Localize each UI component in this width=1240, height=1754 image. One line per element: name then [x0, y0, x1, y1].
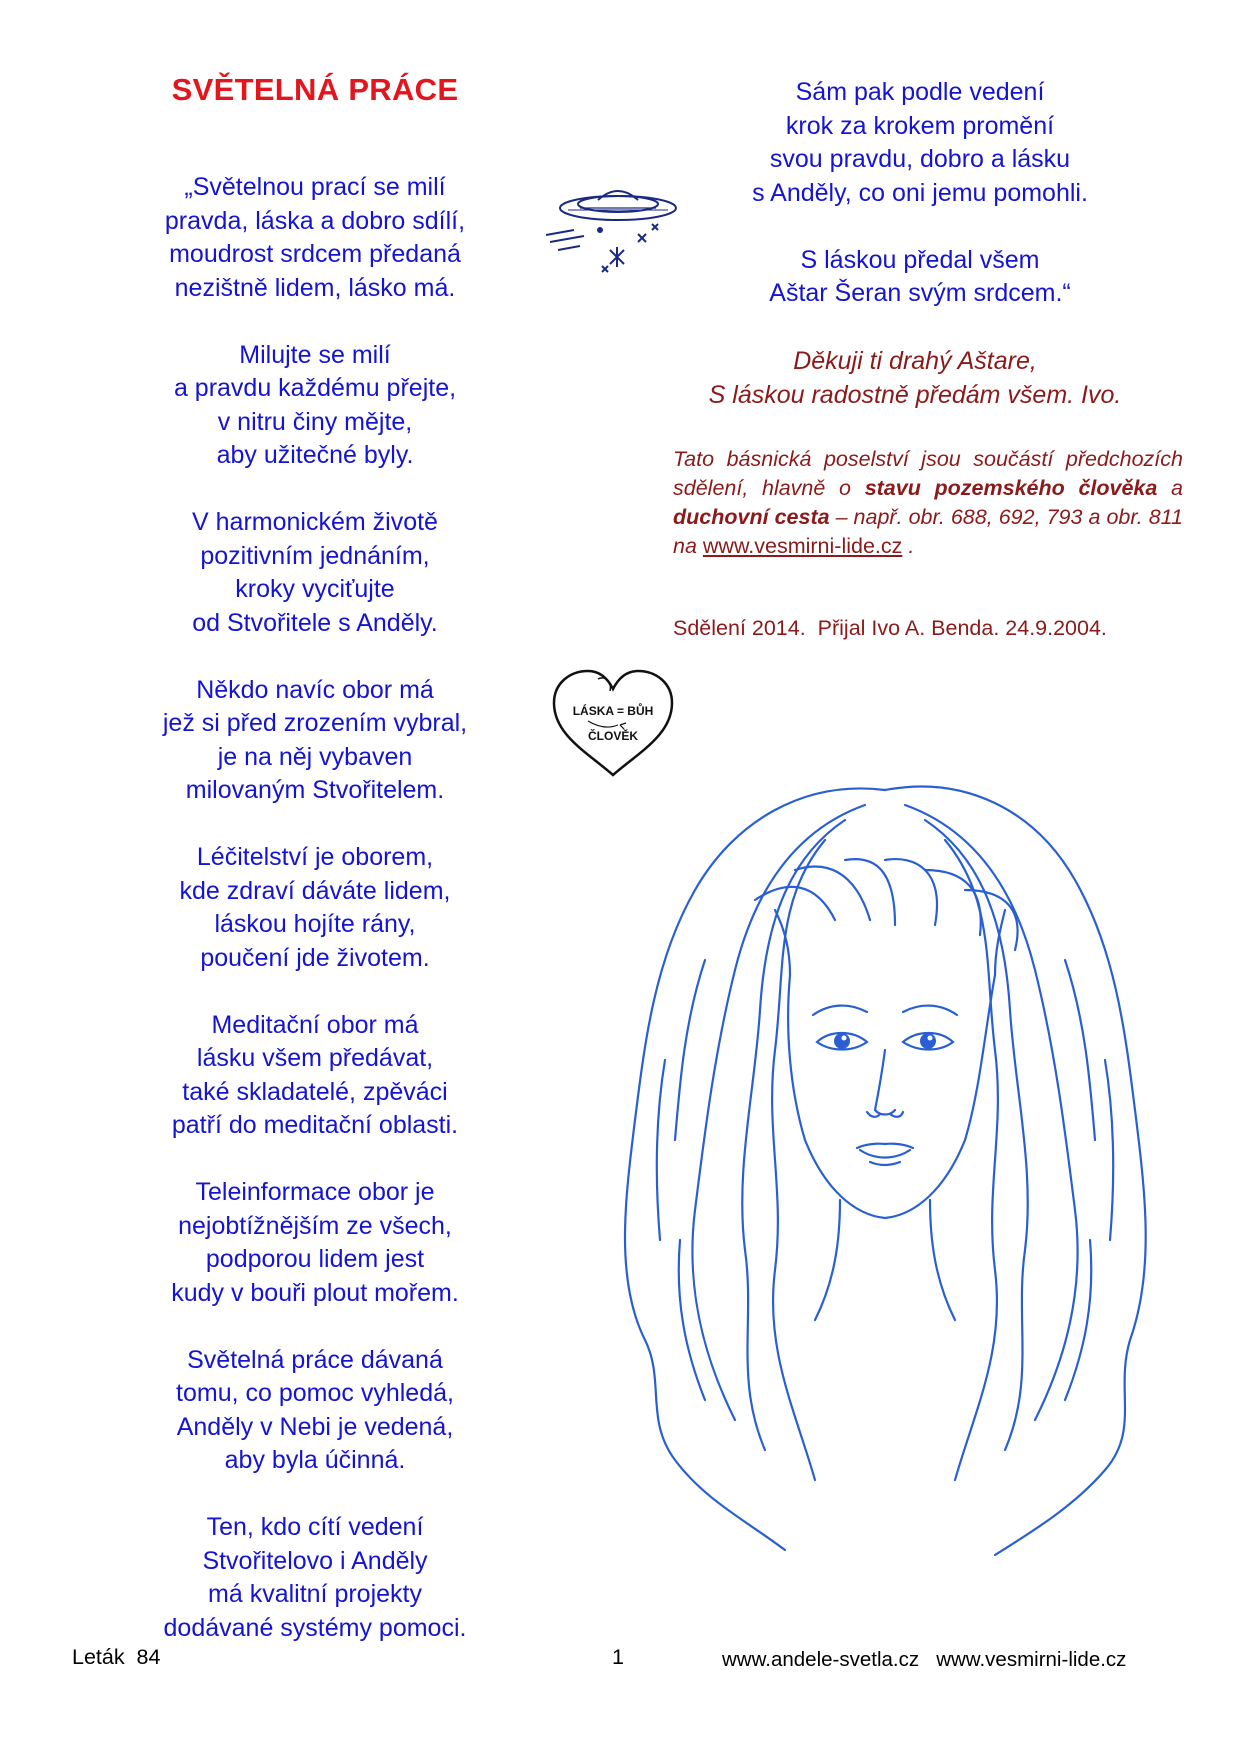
verse-line: v nitru činy mějte,: [217, 407, 413, 436]
thanks-line: S láskou radostně předám všem. Ivo.: [708, 380, 1122, 409]
verse-line: Milujte se milí: [239, 340, 391, 369]
verse-line: kroky vyciťujte: [235, 575, 395, 603]
verse-line: pravda, láska a dobro sdílí,: [164, 206, 466, 235]
verse-line: Stvořitelovo i Anděly: [202, 1546, 428, 1575]
verse-line: Anděly v Nebi je vedená,: [176, 1412, 454, 1441]
source-note: [673, 445, 1183, 561]
stanza: [120, 841, 510, 975]
verse-line: Léčitelství je oborem,: [196, 843, 434, 871]
page-number: 1: [612, 1645, 624, 1669]
stanza: [120, 1009, 510, 1143]
stanza: [120, 1344, 510, 1478]
leaflet-number: Leták 84: [72, 1645, 161, 1669]
verse-line: moudrost srdcem předaná: [169, 240, 461, 268]
stanza: [120, 1511, 510, 1645]
verse-line: nezištně lidem, lásko má.: [174, 273, 456, 302]
verse-line: S láskou předal všem: [800, 245, 1040, 274]
verse-line: a pravdu každému přejte,: [173, 374, 457, 402]
verse-line: Aštar Šeran svým srdcem.“: [769, 279, 1071, 307]
thanks-line: Děkuji ti drahý Aštare,: [793, 347, 1037, 375]
verse-line: aby užitečné byly.: [216, 441, 414, 469]
heart-logo-text: LÁSKA = BŮH: [572, 704, 654, 718]
verse-line: Teleinformace obor je: [195, 1178, 435, 1206]
verse-line: lásku všem předávat,: [196, 1044, 434, 1072]
verse-line: jež si před zrozením vybral,: [162, 709, 468, 737]
verse-line: nejobtížnějším ze všech,: [178, 1211, 452, 1240]
verse-line: podporou lidem jest: [205, 1245, 425, 1273]
poem-left-column: [120, 171, 510, 1679]
heart-logo-text: ČLOVĚK: [587, 729, 639, 743]
verse-line: aby byla účinná.: [224, 1446, 406, 1474]
verse-line: také skladatelé, zpěváci: [182, 1077, 448, 1106]
stanza: [680, 244, 1160, 311]
verse-line: kde zdraví dáváte lidem,: [179, 876, 451, 905]
verse-line: tomu, co pomoc vyhledá,: [176, 1379, 454, 1407]
verse-line: krok za krokem promění: [785, 111, 1055, 140]
verse-line: s Anděly, co oni jemu pomohli.: [752, 178, 1088, 207]
note-bold: duchovní cesta: [673, 505, 830, 529]
verse-line: pozitivním jednáním,: [200, 541, 430, 570]
poem-title: SVĚTELNÁ PRÁCE: [171, 72, 459, 107]
note-text: .: [902, 534, 915, 558]
poem-right-column: [680, 76, 1160, 344]
stanza: [120, 506, 510, 640]
verse-line: V harmonickém životě: [192, 508, 438, 536]
received-info: Sdělení 2014. Přijal Ivo A. Benda. 24.9.2004.: [673, 616, 1107, 640]
stanza: [120, 339, 510, 473]
note-text: a: [1157, 476, 1184, 500]
verse-line: svou pravdu, dobro a lásku: [769, 145, 1071, 173]
verse-line: Meditační obor má: [211, 1010, 419, 1039]
verse-line: kudy v bouři plout mořem.: [171, 1278, 459, 1307]
verse-line: milovaným Stvořitelem.: [185, 776, 445, 804]
verse-line: dodávané systémy pomoci.: [163, 1613, 467, 1642]
verse-line: je na něj vybaven: [217, 742, 413, 771]
verse-line: Někdo navíc obor má: [196, 675, 434, 704]
verse-line: poučení jde životem.: [200, 943, 430, 972]
stanza: [120, 1176, 510, 1310]
verse-line: Světelná práce dávaná: [187, 1345, 443, 1374]
woman-portrait-drawing: [585, 760, 1185, 1580]
verse-line: Sám pak podle vedení: [795, 78, 1045, 106]
signature-thanks: [650, 345, 1180, 412]
note-bold: stavu pozemského člověka: [864, 476, 1158, 500]
footer-websites: www.andele-svetla.cz www.vesmirni-lide.cz: [722, 1648, 1127, 1671]
stanza: [120, 171, 510, 305]
stanza: [120, 674, 510, 808]
verse-line: „Světelnou prací se milí: [184, 173, 446, 201]
note-text: – např. obr. 688, 692, 793 a obr. 811 na: [673, 505, 1183, 558]
website-link[interactable]: www.vesmirni-lide.cz: [702, 534, 903, 558]
stanza: [680, 76, 1160, 210]
verse-line: láskou hojíte rány,: [214, 910, 416, 938]
verse-line: od Stvořitele s Anděly.: [192, 608, 438, 637]
note-text: Tato básnická poselství jsou součástí předchozích sdělení, hlavně o: [673, 447, 1183, 500]
verse-line: Ten, kdo cítí vedení: [206, 1513, 424, 1541]
verse-line: patří do meditační oblasti.: [171, 1111, 459, 1139]
verse-line: má kvalitní projekty: [208, 1580, 422, 1608]
ufo-illustration: [540, 180, 680, 290]
